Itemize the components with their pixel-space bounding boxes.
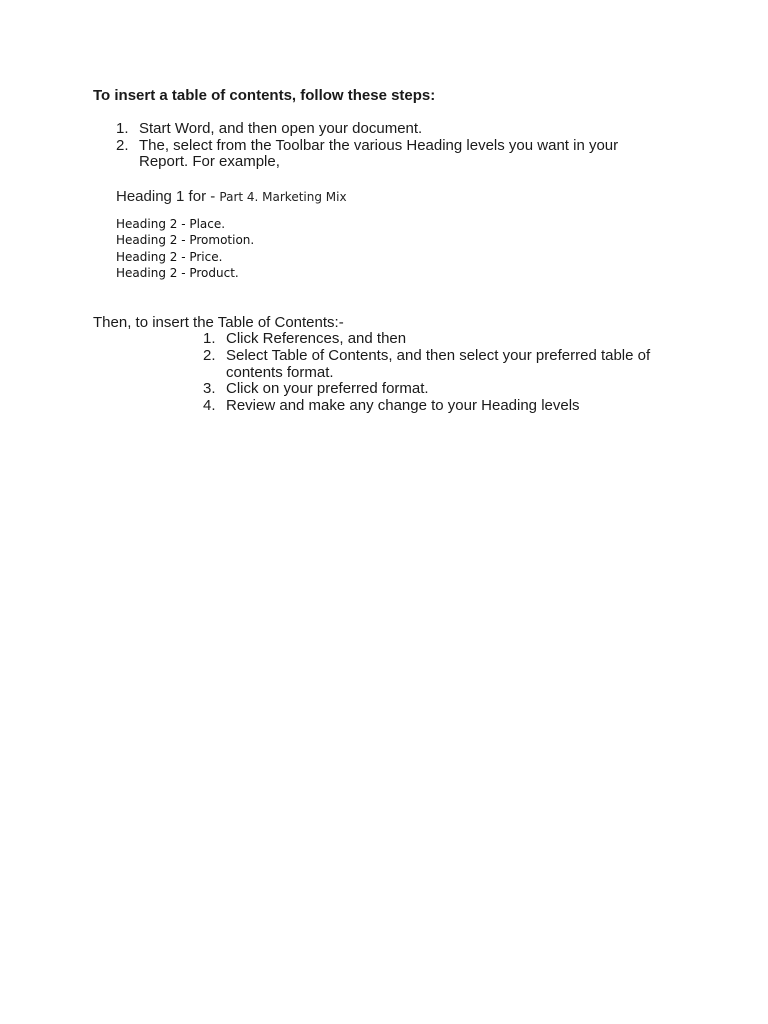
then-paragraph: Then, to insert the Table of Contents:- xyxy=(93,314,344,331)
heading2-item: Heading 2 - Place. xyxy=(116,217,226,231)
heading2-examples xyxy=(116,216,254,281)
list-number: 4. xyxy=(203,397,216,415)
list-item xyxy=(116,138,656,171)
list-item xyxy=(203,381,673,398)
heading1-value: Part 4. Marketing Mix xyxy=(219,190,347,204)
heading1-prefix: Heading 1 for - xyxy=(116,188,220,205)
steps-list xyxy=(116,121,656,171)
list-item xyxy=(203,331,673,348)
heading2-item: Heading 2 - Promotion. xyxy=(116,233,255,248)
list-text: Click on your preferred format. xyxy=(226,380,429,398)
list-number: 3. xyxy=(203,380,216,398)
insert-steps-list xyxy=(203,331,673,415)
list-item xyxy=(116,121,656,138)
list-number: 1. xyxy=(116,120,129,137)
list-number: 2. xyxy=(203,346,216,364)
heading2-item: Heading 2 - Product. xyxy=(116,265,239,280)
list-text: Start Word, and then open your document. xyxy=(139,120,423,137)
heading1-example xyxy=(116,188,347,206)
list-text: The, select from the Toolbar the various Heading levels you want in your Report. For example, xyxy=(139,136,619,170)
heading2-item: Heading 2 - Price. xyxy=(116,249,223,264)
document-heading: To insert a table of contents, follow these steps: xyxy=(93,87,436,104)
list-text: Select Table of Contents, and then select your preferred table of contents format. xyxy=(226,346,651,381)
list-text: Click References, and then xyxy=(226,330,407,347)
list-number: 1. xyxy=(203,330,216,347)
list-item xyxy=(203,348,673,382)
list-text: Review and make any change to your Heading levels xyxy=(226,397,580,415)
list-number: 2. xyxy=(116,136,129,154)
list-item xyxy=(203,398,673,415)
